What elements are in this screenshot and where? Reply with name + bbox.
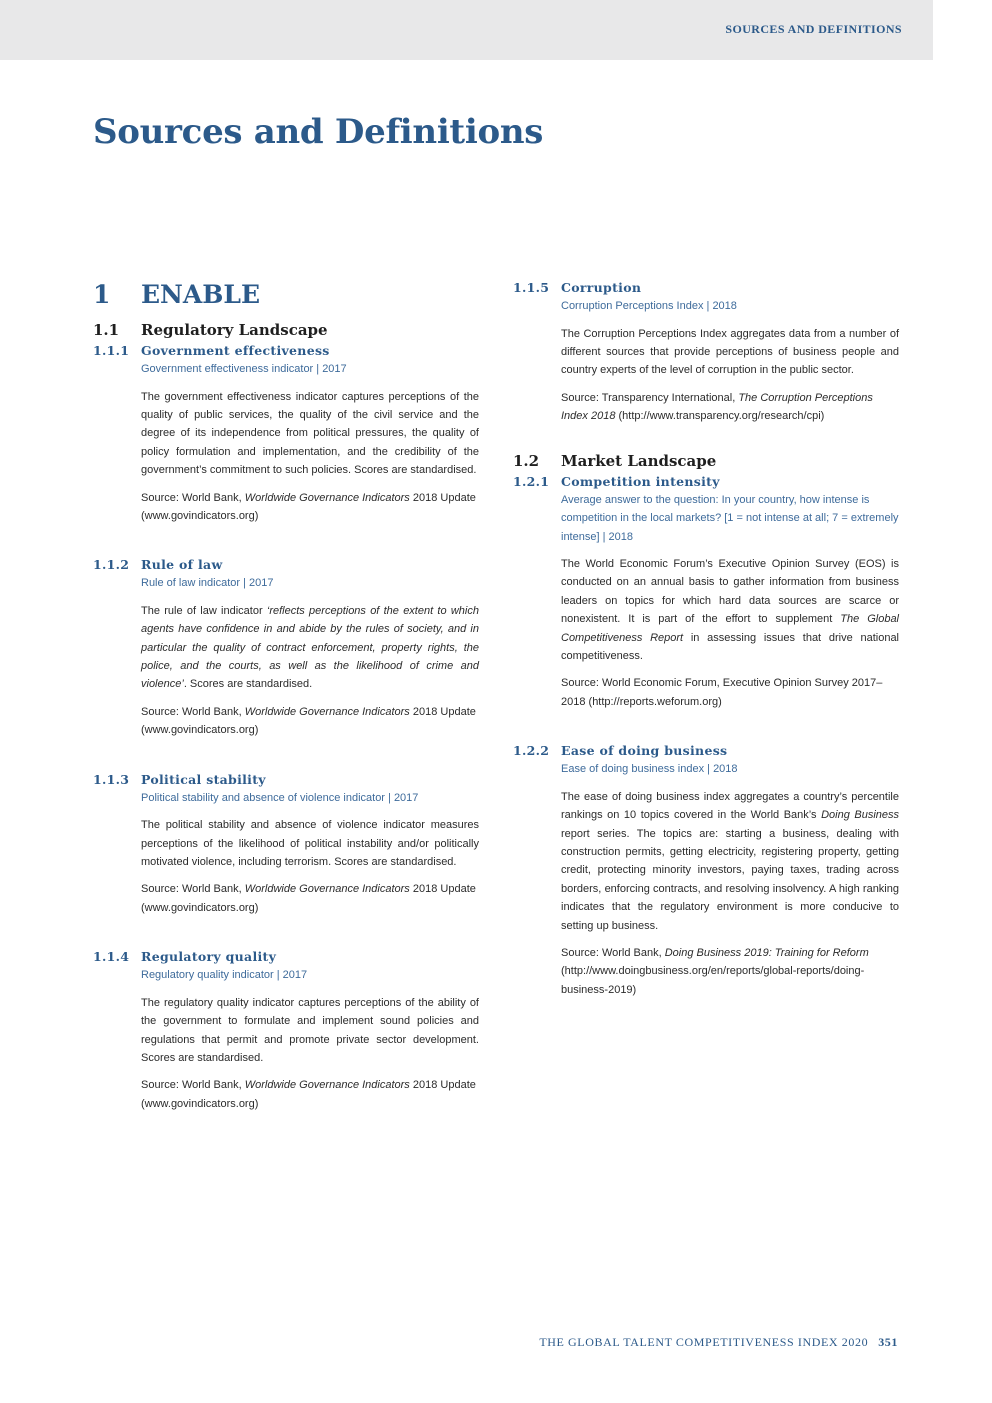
chapter-title: ENABLE: [141, 280, 261, 309]
source-note: Source: World Economic Forum, Executive Opinion Survey 2017–2018 (http://reports.weforum.org): [561, 677, 883, 708]
description-quote: ‘reflects perceptions of the extent to which agents have confidence in and abide by the rules of society, and in particular the quality of contract enforcement, property rights, the police, and the courts, as well as the likelihood of crime and violence’: [141, 604, 479, 691]
subsection-number: 1.1.2: [93, 557, 130, 573]
source-prefix: Source: World Bank,: [141, 705, 245, 718]
source-title: The Corruption Perceptions Index 2018: [561, 391, 873, 423]
description-report-title: Doing Business: [821, 809, 900, 822]
subsection-1-1-1: [93, 343, 479, 525]
subsection-number: 1.1.3: [93, 771, 130, 787]
subsection-1-1-5: [513, 280, 899, 426]
source-note: [141, 880, 479, 917]
subsection-title: Political stability: [141, 771, 266, 787]
description-tail: . Scores are standardised.: [183, 678, 313, 691]
subsection-1-1-3: [93, 772, 479, 918]
source-note: [141, 703, 479, 740]
subsection-title: Rule of law: [141, 557, 223, 573]
source-note: [561, 944, 899, 999]
subsection-number: 1.2.1: [513, 473, 550, 489]
subsection-title: Ease of doing business: [561, 743, 728, 759]
chapter-number: 1: [93, 280, 111, 309]
source-note: [141, 1076, 479, 1113]
description-lead: The ease of doing business index aggregates a country’s percentile rankings on 10 topics covered in the World Bank’s: [561, 790, 899, 822]
description-lead: The World Economic Forum’s Executive Opinion Survey (EOS) is conducted on an annual basis to gather information from business leaders on topics for which hard data sources are scarce or nonexistent. It is part of the effort to supplement: [561, 558, 899, 626]
description-tail: in assessing issues that drive national competitiveness.: [561, 631, 900, 663]
description: The government effectiveness indicator captures perceptions of the quality of public services, the quality of the civil service and the degree of its independence from political pressures, the quality of policy formulation and implementation, and the credibility of the government’s commitment to such policies. Scores are standardised.: [141, 390, 479, 477]
section-number: 1.2: [513, 451, 540, 470]
subsection-number: 1.2.2: [513, 743, 550, 759]
section-number: 1.1: [93, 321, 120, 339]
source-title: Worldwide Governance Indicators: [244, 1079, 410, 1092]
subsection-heading: [93, 557, 479, 572]
description: [141, 602, 479, 694]
description-lead: The rule of law indicator: [141, 604, 267, 617]
subsection-1-2-1: [513, 474, 899, 712]
page-number: 351: [878, 1335, 898, 1349]
subsection-1-1-2: [93, 557, 479, 739]
description: [561, 555, 899, 665]
description-report-title: The Global Competitiveness Report: [561, 613, 900, 644]
source-title: Worldwide Governance Indicators: [244, 883, 410, 896]
indicator-line: Ease of doing business index | 2018: [561, 763, 738, 776]
subsection-title: Government effectiveness: [141, 343, 330, 358]
section-title: Market Landscape: [561, 451, 717, 470]
chapter-heading: [93, 280, 479, 309]
subsection-title: Competition intensity: [561, 473, 720, 489]
indicator-line: Corruption Perceptions Index | 2018: [561, 300, 737, 312]
subsection-heading: [513, 474, 899, 489]
section-title: Regulatory Landscape: [141, 321, 328, 339]
page-title: Sources and Definitions: [93, 112, 544, 152]
subsection-heading: [93, 949, 479, 964]
indicator-line: Regulatory quality indicator | 2017: [141, 969, 308, 982]
section-heading-1-1: [93, 321, 479, 339]
subsection-title: Regulatory quality: [141, 949, 277, 965]
source-suffix: 2018 Update (www.govindicators.org): [141, 491, 476, 522]
source-title: Worldwide Governance Indicators: [244, 491, 410, 504]
right-column: [513, 280, 899, 999]
description: The regulatory quality indicator captures perceptions of the ability of the government to formulate and implement sound policies and regulations that permit and promote private sector development. Scores are standardised.: [141, 996, 479, 1064]
source-prefix: Source: World Bank,: [561, 947, 665, 960]
publication-title: THE GLOBAL TALENT COMPETITIVENESS INDEX 2020: [539, 1335, 869, 1349]
source-prefix: Source: Transparency International,: [561, 391, 739, 404]
source-note: [561, 389, 899, 426]
section-heading-1-2: [513, 452, 899, 470]
subsection-number: 1.1.1: [93, 343, 130, 358]
source-suffix: 2018 Update (www.govindicators.org): [141, 705, 476, 737]
page-footer: [539, 1335, 898, 1350]
left-column: [93, 280, 479, 1113]
subsection-number: 1.1.4: [93, 949, 130, 965]
source-suffix: (http://www.transparency.org/research/cpi): [615, 410, 825, 423]
source-suffix: 2018 Update (www.govindicators.org): [141, 883, 476, 914]
subsection-title: Corruption: [561, 280, 642, 295]
source-url: (http://www.doingbusiness.org/en/reports/global-reports/doing-business-2019): [561, 965, 865, 996]
subsection-1-2-2: [513, 743, 899, 999]
subsection-heading: [93, 772, 479, 787]
subsection-1-1-4: [93, 949, 479, 1113]
source-note: [141, 489, 479, 526]
description: The political stability and absence of violence indicator measures perceptions of the likelihood of political instability and/or politically motivated violence, including terrorism. Scores are standardised.: [141, 819, 479, 868]
indicator-line: Average answer to the question: In your country, how intense is competition in the local markets? [1 = not intense at all; 7 = extremely intense] | 2018: [561, 493, 899, 543]
source-prefix: Source: World Bank,: [141, 1079, 245, 1092]
running-header: SOURCES AND DEFINITIONS: [725, 22, 902, 36]
header-band: [0, 0, 933, 60]
source-suffix: 2018 Update (www.govindicators.org): [141, 1079, 476, 1110]
source-prefix: Source: World Bank,: [141, 883, 245, 896]
source-title: Doing Business 2019: Training for Reform: [664, 947, 869, 960]
indicator-line: Government effectiveness indicator | 2017: [141, 363, 347, 375]
subsection-number: 1.1.5: [513, 280, 550, 295]
indicator-line: Rule of law indicator | 2017: [141, 577, 274, 590]
description-tail: report series. The topics are: starting a business, dealing with construction permits, getting electricity, registering property, getting credit, protecting minority investors, paying taxes, trading across borders, enforcing contracts, and resolving insolvency. A high ranking indicates that the regulatory environment is more conducive to setting up business.: [561, 827, 899, 932]
subsection-heading: [513, 743, 899, 758]
indicator-line: Political stability and absence of violence indicator | 2017: [141, 791, 419, 804]
source-title: Worldwide Governance Indicators: [244, 705, 410, 718]
description: The Corruption Perceptions Index aggregates data from a number of different sources that provide perceptions of business people and country experts of the level of corruption in the public sector.: [561, 327, 899, 377]
description: [561, 788, 899, 935]
subsection-heading: [93, 343, 479, 358]
source-prefix: Source: World Bank,: [141, 491, 245, 504]
subsection-heading: [513, 280, 899, 295]
